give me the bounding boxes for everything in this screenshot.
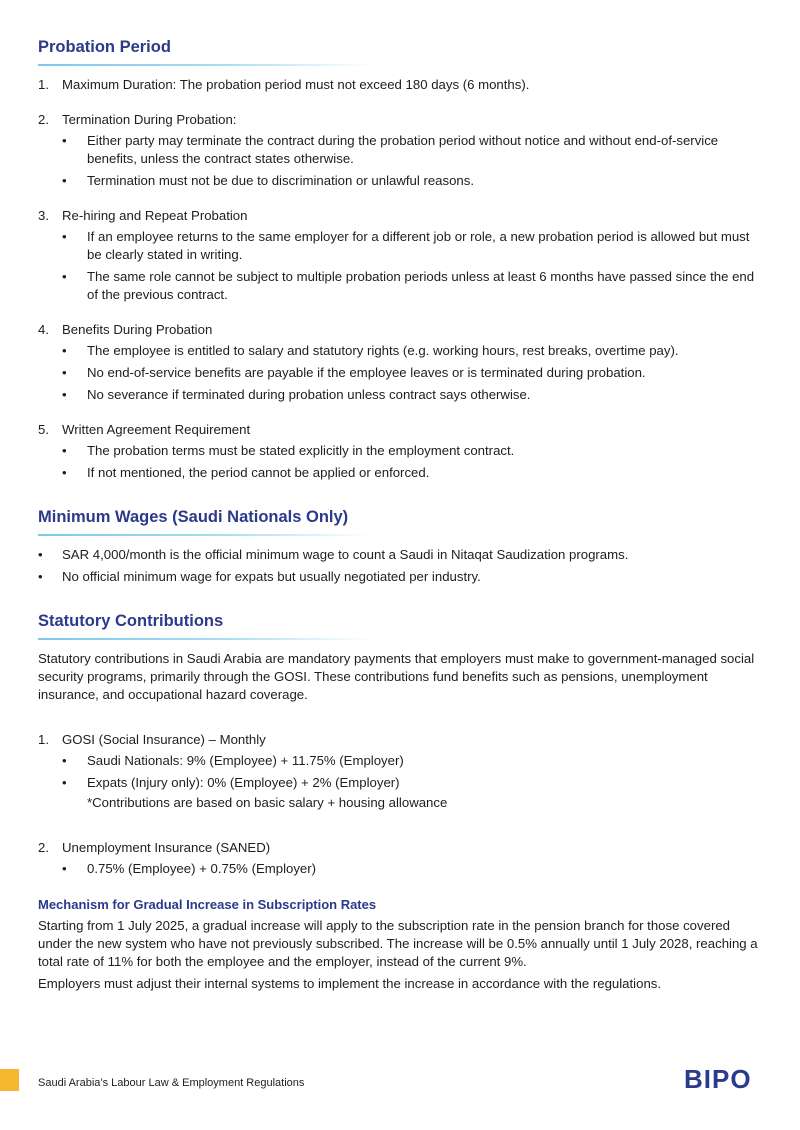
item-number: 3.	[38, 208, 49, 223]
bullet-item: • No end-of-service benefits are payable if the employee leaves or is terminated during probation.	[62, 365, 646, 380]
bullet-item: • The employee is entitled to salary and statutory rights (e.g. working hours, rest breaks, overtime pay).	[62, 343, 679, 358]
contribution-note: *Contributions are based on basic salary + housing allowance	[87, 795, 448, 810]
bullet-item: • The same role cannot be subject to multiple probation periods unless at least 6 months have passed since the end of the previous contract.	[62, 269, 755, 302]
item-text: Written Agreement Requirement	[62, 422, 251, 437]
contributions-title: Statutory Contributions	[38, 612, 224, 630]
bullet-list	[38, 546, 763, 586]
mechanism-paragraph: Employers must adjust their internal systems to implement the increase in accordance with the regulations.	[38, 976, 662, 991]
item-number: 1.	[38, 732, 49, 747]
bullet-list	[62, 752, 763, 792]
item-text: Benefits During Probation	[62, 322, 213, 337]
bullet-list	[62, 228, 763, 304]
list-item	[38, 839, 763, 878]
probation-title: Probation Period	[38, 38, 171, 56]
item-number: 1.	[38, 77, 49, 92]
list-item	[38, 111, 763, 190]
footer-accent-block	[0, 1069, 19, 1091]
item-text: Maximum Duration: The probation period must not exceed 180 days (6 months).	[62, 77, 530, 92]
title-underline	[38, 638, 373, 640]
bullet-item: • Termination must not be due to discrimination or unlawful reasons.	[62, 173, 475, 188]
list-item	[38, 207, 763, 304]
bullet-item: • If an employee returns to the same employer for a different job or role, a new probation period is allowed but must be clearly stated in writing.	[62, 229, 750, 262]
bullet-item: • Expats (Injury only): 0% (Employee) + 2% (Employer)	[62, 775, 400, 790]
list-item	[38, 421, 763, 482]
item-text: Re-hiring and Repeat Probation	[62, 208, 248, 223]
title-underline	[38, 534, 373, 536]
item-text: Termination During Probation:	[62, 112, 237, 127]
bullet-list	[62, 442, 763, 482]
mechanism-paragraph: Starting from 1 July 2025, a gradual increase will apply to the subscription rate in the pension branch for those covered under the new system who have not previously subscribed. The increase will be 0.5% annually until 1 July 2028, reaching a total rate of 11% for both the employee and the employer, instead of the current 9%.	[38, 918, 758, 969]
item-text: Unemployment Insurance (SANED)	[62, 840, 271, 855]
bullet-list	[62, 342, 763, 404]
document-page	[38, 36, 763, 993]
bullet-list	[62, 860, 763, 878]
title-underline	[38, 64, 373, 66]
list-item	[38, 321, 763, 404]
item-number: 4.	[38, 322, 49, 337]
wages-title: Minimum Wages (Saudi Nationals Only)	[38, 508, 349, 526]
list-item	[38, 76, 763, 94]
list-item	[38, 731, 763, 812]
item-number: 2.	[38, 112, 49, 127]
bipo-logo: BIPO	[684, 1064, 752, 1094]
bullet-item: • SAR 4,000/month is the official minimum wage to count a Saudi in Nitaqat Saudization programs.	[38, 547, 629, 562]
bullet-item: • 0.75% (Employee) + 0.75% (Employer)	[62, 861, 317, 876]
item-number: 5.	[38, 422, 49, 437]
bullet-item: • The probation terms must be stated explicitly in the employment contract.	[62, 443, 515, 458]
bullet-item: • Saudi Nationals: 9% (Employee) + 11.75% (Employer)	[62, 753, 404, 768]
bullet-item: • If not mentioned, the period cannot be applied or enforced.	[62, 465, 430, 480]
mechanism-title: Mechanism for Gradual Increase in Subscription Rates	[38, 897, 377, 912]
bullet-item: • Either party may terminate the contract during the probation period without notice and without end-of-service benefits, unless the contract states otherwise.	[62, 133, 719, 166]
bullet-item: • No official minimum wage for expats but usually negotiated per industry.	[38, 569, 481, 584]
item-number: 2.	[38, 840, 49, 855]
bullet-list	[62, 132, 763, 190]
footer-text: Saudi Arabia’s Labour Law & Employment Regulations	[38, 1077, 305, 1089]
contributions-intro: Statutory contributions in Saudi Arabia are mandatory payments that employers must make to government-managed social security programs, primarily through the GOSI. These contributions fund benefits such as pensions, unemployment insurance, and occupational hazard coverage.	[38, 651, 755, 702]
item-text: GOSI (Social Insurance) – Monthly	[62, 732, 266, 747]
bullet-item: • No severance if terminated during probation unless contract says otherwise.	[62, 387, 531, 402]
